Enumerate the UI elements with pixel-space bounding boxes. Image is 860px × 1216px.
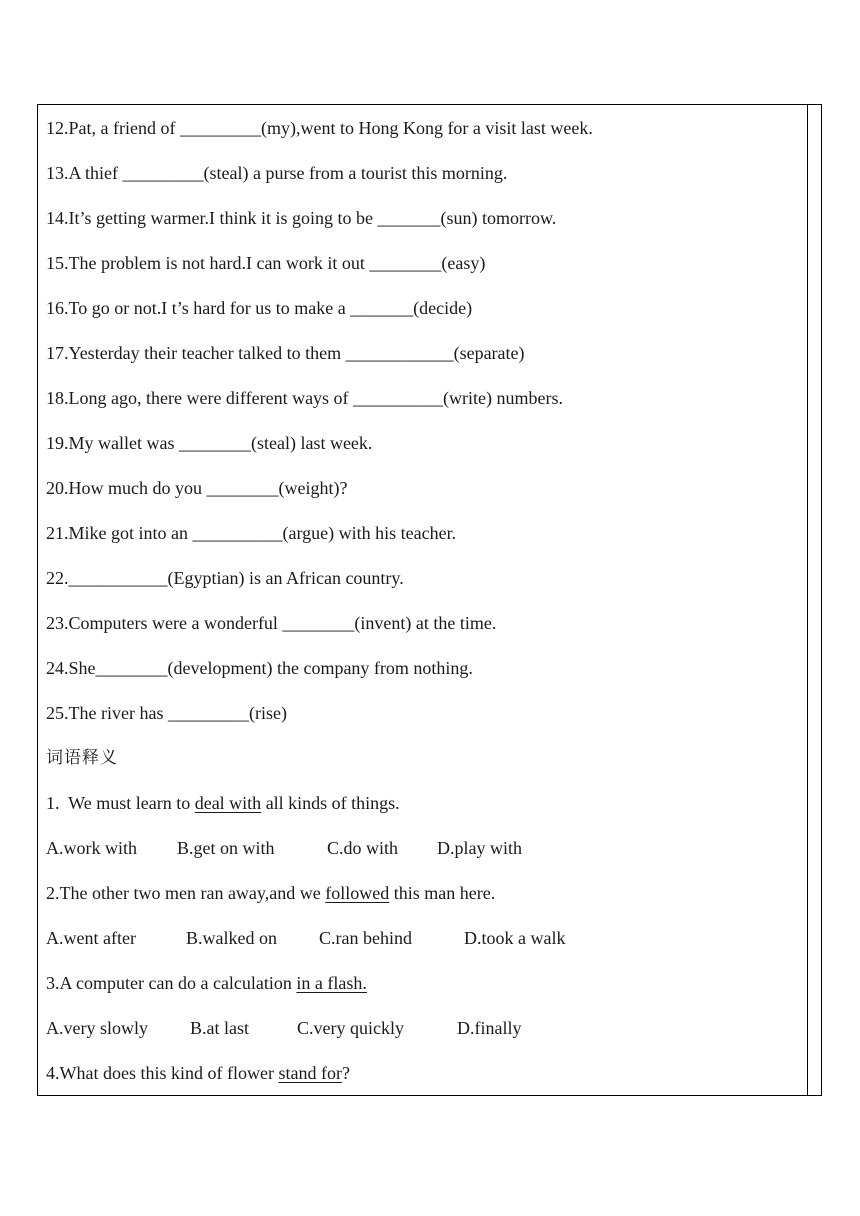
- exercise-line: 15.The problem is not hard.I can work it out ________(easy): [46, 253, 486, 273]
- option-d: D.finally: [457, 1018, 522, 1038]
- exercise-line: 25.The river has _________(rise): [46, 703, 287, 723]
- option-d: D.play with: [437, 838, 522, 858]
- exercise-line: 12.Pat, a friend of _________(my),went to Hong Kong for a visit last week.: [46, 118, 593, 138]
- question-text: ?: [341, 1063, 350, 1083]
- underlined-phrase: deal with: [194, 793, 262, 813]
- worksheet-content: [46, 110, 802, 1100]
- question-text: 3.A computer can do a calculation: [46, 973, 297, 993]
- option-c: C.ran behind: [319, 928, 412, 948]
- underlined-phrase: followed: [325, 883, 390, 903]
- underlined-phrase: stand for: [278, 1063, 342, 1083]
- option-a: A.went after: [46, 928, 136, 948]
- question-text: 4.What does this kind of flower: [46, 1063, 279, 1083]
- exercise-line: 17.Yesterday their teacher talked to them ____________(separate): [46, 343, 525, 363]
- vocab-question: [46, 875, 802, 920]
- vocab-options: [46, 1010, 802, 1055]
- question-text: this man here.: [389, 883, 496, 903]
- table-column-divider: [807, 104, 808, 1096]
- exercise-line: 20.How much do you ________(weight)?: [46, 478, 348, 498]
- question-text: 2.The other two men ran away,and we: [46, 883, 326, 903]
- question-text: all kinds of things.: [261, 793, 400, 813]
- option-b: B.at last: [190, 1018, 249, 1038]
- vocab-question: [46, 1055, 802, 1100]
- section-title: 词语释义: [46, 748, 118, 768]
- exercise-line: 16.To go or not.I t’s hard for us to make a _______(decide): [46, 298, 473, 318]
- option-a: A.very slowly: [46, 1018, 148, 1038]
- exercise-line: 21.Mike got into an __________(argue) with his teacher.: [46, 523, 457, 543]
- exercise-line: 13.A thief _________(steal) a purse from a tourist this morning.: [46, 163, 508, 183]
- exercise-line: 14.It’s getting warmer.I think it is going to be _______(sun) tomorrow.: [46, 208, 557, 228]
- option-c: C.very quickly: [297, 1018, 404, 1038]
- option-c: C.do with: [327, 838, 399, 858]
- vocab-question: [46, 785, 802, 830]
- exercise-line: 22.___________(Egyptian) is an African country.: [46, 568, 404, 588]
- option-b: B.walked on: [186, 928, 277, 948]
- underlined-phrase: in a flash.: [296, 973, 367, 993]
- exercise-line: 24.She________(development) the company from nothing.: [46, 658, 473, 678]
- option-a: A.work with: [46, 838, 137, 858]
- vocab-options: [46, 830, 802, 875]
- exercise-line: 18.Long ago, there were different ways of __________(write) numbers.: [46, 388, 564, 408]
- vocab-options: [46, 920, 802, 965]
- vocab-question: [46, 965, 802, 1010]
- exercise-line: 23.Computers were a wonderful ________(invent) at the time.: [46, 613, 497, 633]
- option-d: D.took a walk: [464, 928, 566, 948]
- exercise-line: 19.My wallet was ________(steal) last week.: [46, 433, 373, 453]
- option-b: B.get on with: [177, 838, 275, 858]
- question-text: 1. We must learn to: [46, 793, 195, 813]
